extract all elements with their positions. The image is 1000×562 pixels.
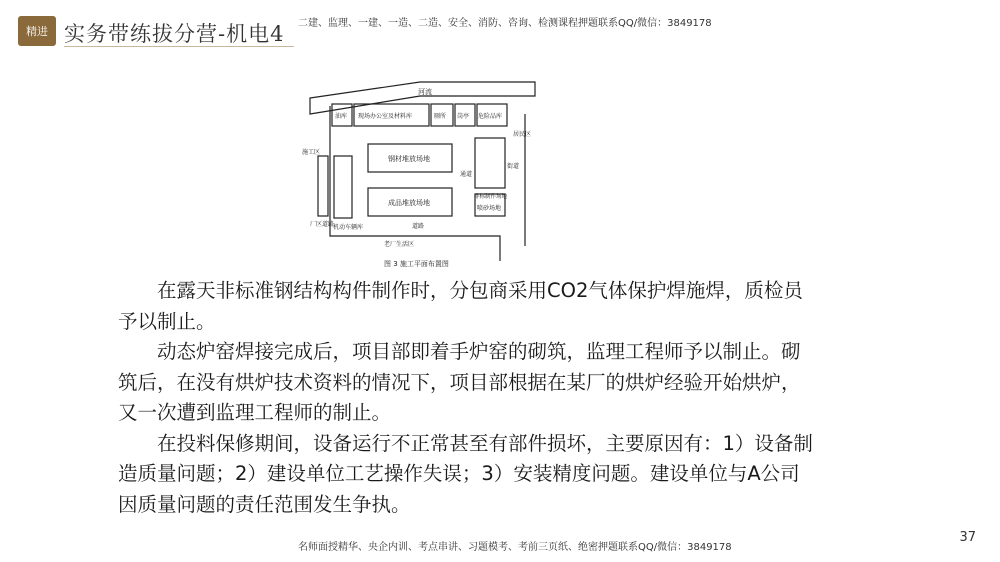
- label-office: 现场办公室及材料库: [358, 113, 413, 120]
- case-description: [118, 276, 818, 520]
- label-oil-store: 油库: [335, 113, 348, 120]
- label-residential: 居民区: [513, 131, 532, 138]
- label-product-yard: 成品堆放场地: [388, 199, 430, 207]
- diagram-caption: 图 3 施工平面布置图: [384, 260, 449, 268]
- paragraph-3: 在投料保修期间，设备运行不正常甚至有部件损坏，主要原因有：1）设备制造质量问题；2）建设单位工艺操作失误；3）安装精度问题。建设单位与A公司因质量问题的责任范围发生争执。: [118, 431, 813, 516]
- label-nonstandard-site: 非标制作场地: [474, 194, 508, 200]
- logo-badge: 精进: [18, 16, 56, 46]
- label-road: 道路: [412, 223, 425, 230]
- river-shape: [310, 82, 535, 114]
- label-blast-site: 喷砂场地: [477, 205, 502, 212]
- label-steel-yard: 钢材堆放场地: [388, 155, 430, 163]
- site-layout-svg: [300, 76, 550, 274]
- label-hazmat: 危险品库: [478, 113, 503, 120]
- label-guard: 岗亭: [457, 113, 470, 120]
- label-old-factory: 老厂生活区: [384, 241, 415, 248]
- bottom-promo-text: 名师面授精华、央企内训、考点串讲、习题模考、考前三页纸、绝密押题联系QQ/微信：3849178: [298, 542, 732, 553]
- label-river: 河流: [418, 88, 432, 96]
- paragraph-1: 在露天非标准钢结构构件制作时，分包商采用CO2气体保护焊施焊，质检员予以制止。: [118, 279, 803, 333]
- label-construction-zone: 施工区: [302, 149, 321, 156]
- label-street: 街道: [507, 163, 520, 170]
- title-divider: [64, 46, 294, 47]
- page-title: 实务带练拔分营-机电4: [64, 22, 285, 46]
- label-vehicle-shed: 机动车辆库: [333, 224, 364, 231]
- top-promo-text: 二建、监理、一建、一造、二造、安全、消防、咨询、检测课程押题联系QQ/微信：3849178: [298, 18, 712, 29]
- label-channel: 通道: [460, 171, 473, 178]
- paragraph-2: 动态炉窑焊接完成后，项目部即着手炉窑的砌筑，监理工程师予以制止。砌筑后，在没有烘炉技术资料的情况下，项目部根据在某厂的烘炉经验开始烘炉，又一次遭到监理工程师的制止。: [118, 340, 801, 424]
- page-number: 37: [959, 530, 976, 545]
- label-toilet: 厕所: [434, 113, 447, 120]
- site-layout-diagram: [300, 76, 550, 274]
- label-factory-road: 厂区道路: [310, 221, 335, 228]
